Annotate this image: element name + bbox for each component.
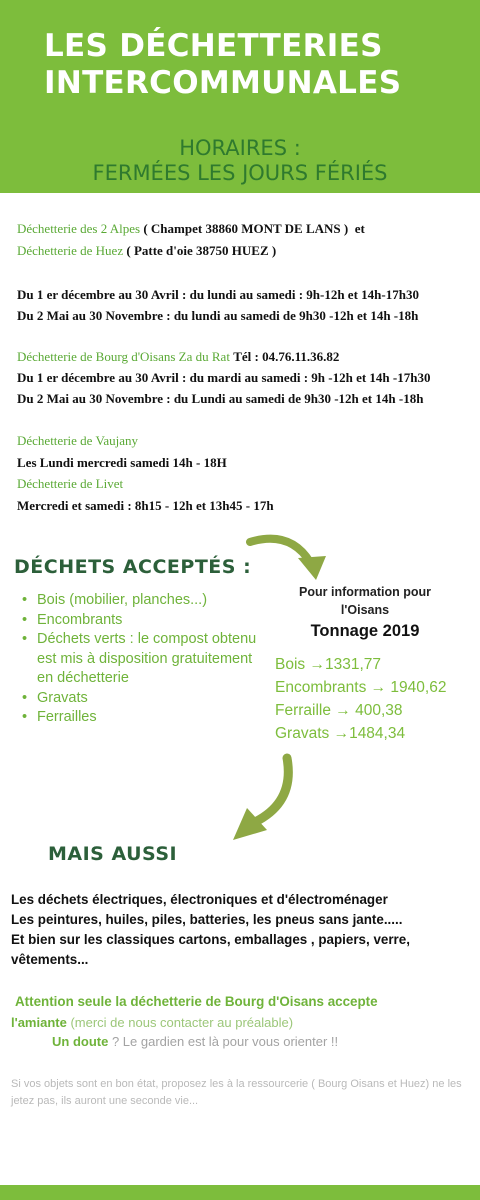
aussi-line-2: Les peintures, huiles, piles, batteries, les pneus sans jante..... — [11, 912, 403, 927]
livet-name: Déchetterie de Livet — [17, 476, 124, 491]
ressourcerie-note: Si vos objets sont en bon état, proposez les à la ressourcerie ( Bourg Oisans et Huez) ne les jetez pas, ils auront une seconde vie... — [11, 1078, 462, 1107]
alpes-address: ( Champet 38860 MONT DE LANS ) — [143, 221, 349, 236]
alpes-line — [17, 221, 365, 237]
accepted-list — [20, 591, 260, 728]
alpes-name: Déchetterie des 2 Alpes — [17, 221, 141, 236]
vaujany-name: Déchetterie de Vaujany — [17, 433, 139, 448]
doute-label: Un doute — [52, 1034, 109, 1049]
accepted-item: • Gravats — [20, 689, 260, 709]
subtitle-line-1: HORAIRES : — [179, 136, 301, 160]
amiante-note: (merci de nous contacter au préalable) — [70, 1015, 294, 1030]
mais-aussi-text — [11, 890, 473, 970]
huez-line — [17, 243, 276, 259]
tonnage-title: Tonnage 2019 — [310, 622, 420, 640]
header-banner — [0, 0, 480, 193]
and-text: et — [354, 221, 365, 236]
subtitle-line-2: FERMÉES LES JOURS FÉRIÉS — [92, 161, 388, 185]
info-line-1: Pour information pour — [299, 585, 431, 599]
huez-name: Déchetterie de Huez — [17, 243, 124, 258]
bourg-line — [17, 349, 339, 365]
attention-notice: Attention seule la déchetterie de Bourg d'Oisans accepte — [15, 994, 378, 1009]
page-title — [44, 28, 464, 102]
accepted-item: • Encombrants — [20, 611, 260, 631]
aussi-line-1: Les déchets électriques, électroniques et d'électroménager — [11, 892, 388, 907]
huez-address: ( Patte d'oie 38750 HUEZ ) — [126, 243, 277, 258]
tonnage-row: Bois →1331,77 — [275, 656, 381, 673]
title-line-2: INTERCOMMUNALES — [44, 65, 402, 101]
accepted-item: • Bois (mobilier, planches...) — [20, 591, 260, 611]
tonnage-row: Ferraille → 400,38 — [275, 702, 403, 719]
opening-hours-subtitle — [0, 136, 480, 186]
bourg-winter-hours: Du 1 er décembre au 30 Avril : du mardi au samedi : 9h -12h et 14h -17h30 — [17, 370, 431, 385]
footer-bar — [0, 1185, 480, 1200]
title-line-1: LES DÉCHETTERIES — [44, 28, 383, 64]
accepted-item: • Déchets verts : le compost obtenu est mis à disposition gratuitement en déchetterie — [20, 630, 260, 689]
bourg-name: Déchetterie de Bourg d'Oisans Za du Rat — [17, 349, 230, 364]
alpes-huez-summer-hours: Du 2 Mai au 30 Novembre : du lundi au samedi de 9h30 -12h et 14h -18h — [17, 308, 419, 323]
mais-aussi-heading: MAIS AUSSI — [48, 843, 178, 865]
vaujany-hours: Les Lundi mercredi samedi 14h - 18H — [17, 455, 227, 470]
bourg-phone: Tél : 04.76.11.36.82 — [233, 349, 340, 364]
tonnage-row: Encombrants → 1940,62 — [275, 679, 447, 696]
accepted-item: • Ferrailles — [20, 708, 260, 728]
livet-hours: Mercredi et samedi : 8h15 - 12h et 13h45 - 17h — [17, 498, 274, 513]
aussi-line-3: Et bien sur les classiques cartons, emballages , papiers, verre, vêtements... — [11, 932, 410, 967]
info-line-2: l'Oisans — [340, 603, 390, 617]
accepted-heading: DÉCHETS ACCEPTÉS : — [14, 556, 252, 578]
doute-line — [52, 1034, 338, 1049]
tonnage-info — [280, 583, 450, 619]
amiante-label: l'amiante — [11, 1015, 67, 1030]
alpes-huez-winter-hours: Du 1 er décembre au 30 Avril : du lundi au samedi : 9h-12h et 14h-17h30 — [17, 287, 419, 302]
curved-arrow-down-left-icon — [225, 752, 305, 852]
curved-arrow-down-right-icon — [240, 530, 330, 580]
amiante-line — [11, 1015, 293, 1030]
doute-note: ? Le gardien est là pour vous orienter !! — [111, 1034, 339, 1049]
bourg-summer-hours: Du 2 Mai au 30 Novembre : du Lundi au samedi de 9h30 -12h et 14h -18h — [17, 391, 424, 406]
tonnage-row: Gravats →1484,34 — [275, 725, 406, 742]
